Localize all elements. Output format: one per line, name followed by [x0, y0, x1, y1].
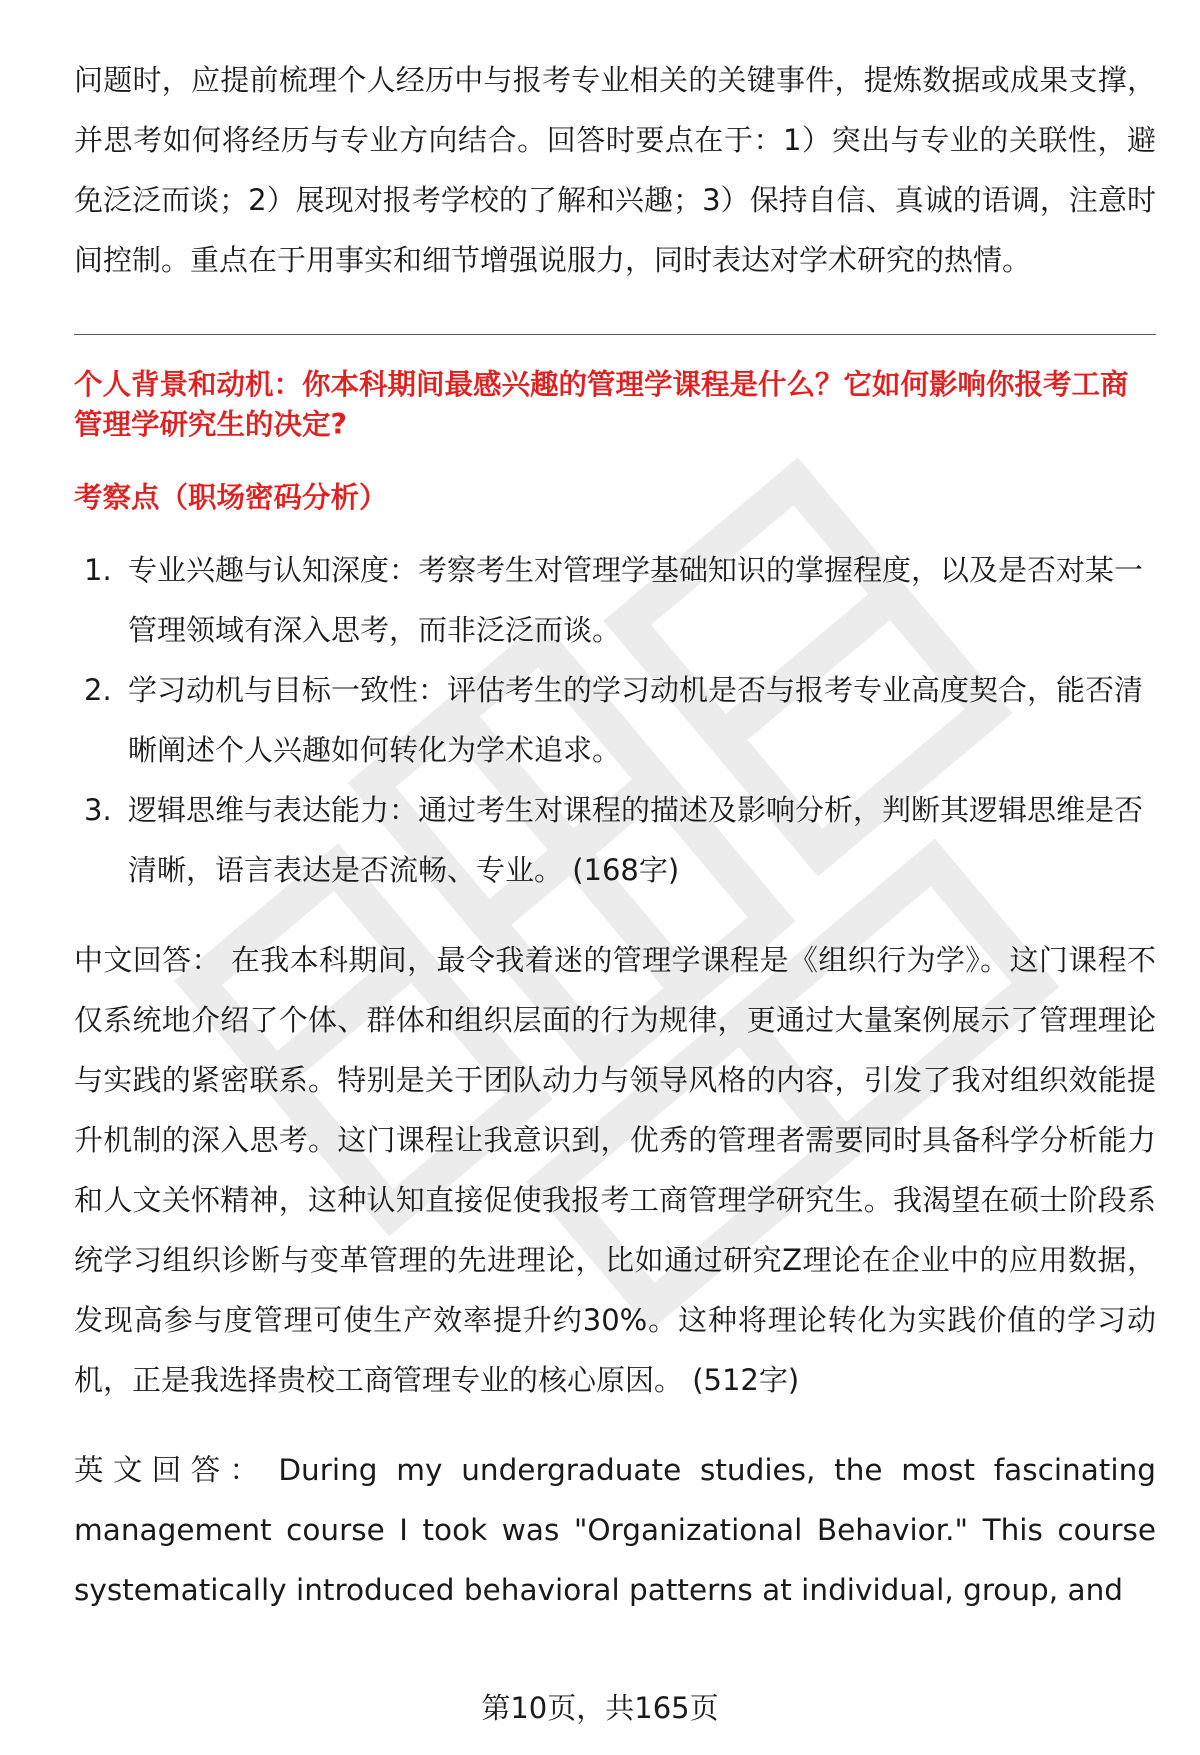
- list-text: 专业兴趣与认知深度：考察考生对管理学基础知识的掌握程度，以及是否对某一管理领域有深入思考，而非泛泛而谈。: [128, 553, 1144, 647]
- question-heading: 个人背景和动机：你本科期间最感兴趣的管理学课程是什么？它如何影响你报考工商管理学研究生的决定?: [74, 368, 1129, 441]
- document-page: [74, 0, 1156, 1620]
- list-number: 3.: [84, 793, 112, 827]
- list-number: 1.: [84, 553, 112, 587]
- list-item: [74, 660, 1156, 780]
- chinese-answer: [74, 930, 1156, 1410]
- chinese-answer-label: 中文回答：: [74, 943, 221, 977]
- english-answer-label: 英文回答：: [74, 1453, 269, 1487]
- list-text: 学习动机与目标一致性：评估考生的学习动机是否与报考专业高度契合，能否清晰阐述个人兴趣如何转化为学术追求。: [128, 673, 1144, 767]
- page-footer: 第10页，共165页: [481, 1691, 719, 1725]
- kaocha-list: [74, 540, 1156, 900]
- list-number: 2.: [84, 673, 112, 707]
- list-item: [74, 540, 1156, 660]
- english-answer-text: During my undergraduate studies, the most fascinating management course I took was "Organizational Behavior." This course systematically introduced behavioral patterns at individual, group, and: [74, 1453, 1156, 1607]
- list-item: [74, 780, 1156, 900]
- chinese-answer-text: 在我本科期间，最令我着迷的管理学课程是《组织行为学》。这门课程不仅系统地介绍了个体、群体和组织层面的行为规律，更通过大量案例展示了管理理论与实践的紧密联系。特别是关于团队动力与领导风格的内容，引发了我对组织效能提升机制的深入思考。这门课程让我意识到，优秀的管理者需要同时具备科学分析能力和人文关怀精神，这种认知直接促使我报考工商管理学研究生。我渴望在硕士阶段系统学习组织诊断与变革管理的先进理论，比如通过研究Z理论在企业中的应用数据，发现高参与度管理可使生产效率提升约30%。这种将理论转化为实践价值的学习动机，正是我选择贵校工商管理专业的核心原因。 (512字): [74, 943, 1156, 1397]
- english-answer: [74, 1440, 1156, 1620]
- kaocha-title: 考察点（职场密码分析）: [74, 481, 388, 514]
- intro-paragraph: 问题时，应提前梳理个人经历中与报考专业相关的关键事件，提炼数据或成果支撑，并思考如何将经历与专业方向结合。回答时要点在于：1）突出与专业的关联性，避免泛泛而谈；2）展现对报考学校的了解和兴趣；3）保持自信、真诚的语调，注意时间控制。重点在于用事实和细节增强说服力，同时表达对学术研究的热情。: [74, 63, 1156, 277]
- list-text: 逻辑思维与表达能力：通过考生对课程的描述及影响分析，判断其逻辑思维是否清晰，语言表达是否流畅、专业。 (168字): [128, 793, 1144, 887]
- section-divider: [74, 334, 1156, 335]
